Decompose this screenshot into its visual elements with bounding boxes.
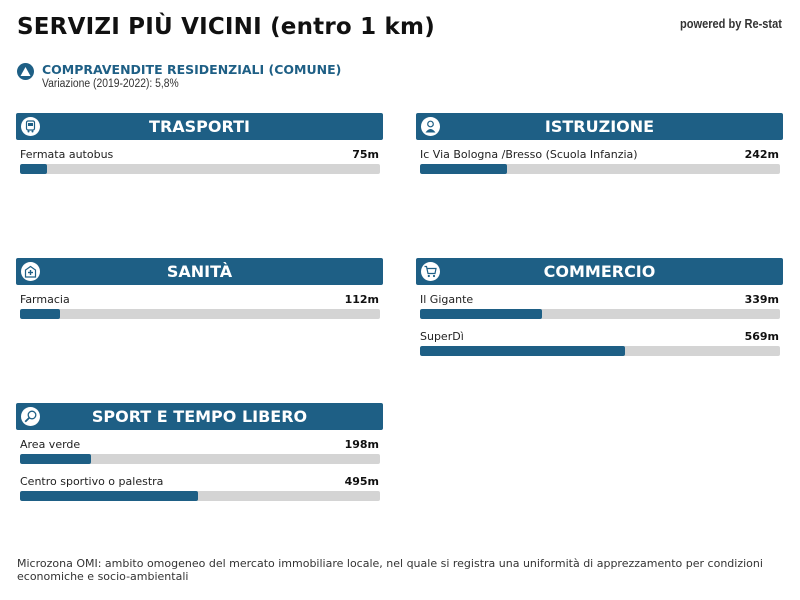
section-header [416,258,783,285]
section-header [16,403,383,430]
distance-bar [420,309,780,319]
item-distance: 112m [344,293,379,306]
distance-bar [20,491,380,501]
item-distance: 339m [744,293,779,306]
section-sanita [16,258,383,322]
distance-bar [20,309,380,319]
section-trasporti [16,113,383,177]
section-sport [16,403,383,504]
item-distance: 569m [744,330,779,343]
item-name: SuperDì [420,330,464,343]
item-distance: 242m [744,148,779,161]
section-title: SPORT E TEMPO LIBERO [91,407,308,426]
item-name: Ic Via Bologna /Bresso (Scuola Infanzia) [420,148,638,161]
section-title: COMMERCIO [543,262,656,281]
distance-bar-fill [20,491,198,501]
compravendite-title: COMPRAVENDITE RESIDENZIALI (COMUNE) [42,62,342,77]
distance-bar [20,454,380,464]
section-header [16,258,383,285]
list-item [416,322,783,359]
item-name: Il Gigante [420,293,474,306]
distance-bar-fill [20,309,60,319]
item-name: Fermata autobus [20,148,114,161]
page-title: SERVIZI PIÙ VICINI (entro 1 km) [17,14,435,40]
list-item [16,285,383,322]
list-item [416,140,783,177]
section-title: TRASPORTI [149,117,250,136]
item-name: Area verde [20,438,81,451]
list-item [16,140,383,177]
list-item [416,285,783,322]
footnote: Microzona OMI: ambito omogeneo del mercato immobiliare locale, nel quale si registra una uniformità di apprezzamento per condizioni economiche e socio-ambientali [17,557,763,583]
section-header [16,113,383,140]
section-istruzione [416,113,783,177]
distance-bar-fill [420,309,542,319]
distance-bar-fill [20,164,47,174]
distance-bar [20,164,380,174]
distance-bar-fill [420,346,625,356]
powered-by-logo: powered by Re-stat [680,16,782,31]
distance-bar-fill [20,454,91,464]
compravendite-variation: Variazione (2019-2022): 5,8% [42,78,179,90]
item-distance: 198m [344,438,379,451]
item-name: Centro sportivo o palestra [20,475,164,488]
distance-bar [420,164,780,174]
distance-bar [420,346,780,356]
item-distance: 75m [352,148,379,161]
section-commercio [416,258,783,359]
list-item [16,467,383,504]
triangle-icon [17,63,34,80]
distance-bar-fill [420,164,507,174]
section-title: ISTRUZIONE [544,117,655,136]
section-title: SANITÀ [166,262,233,281]
item-name: Farmacia [20,293,70,306]
section-header [416,113,783,140]
item-distance: 495m [344,475,379,488]
list-item [16,430,383,467]
